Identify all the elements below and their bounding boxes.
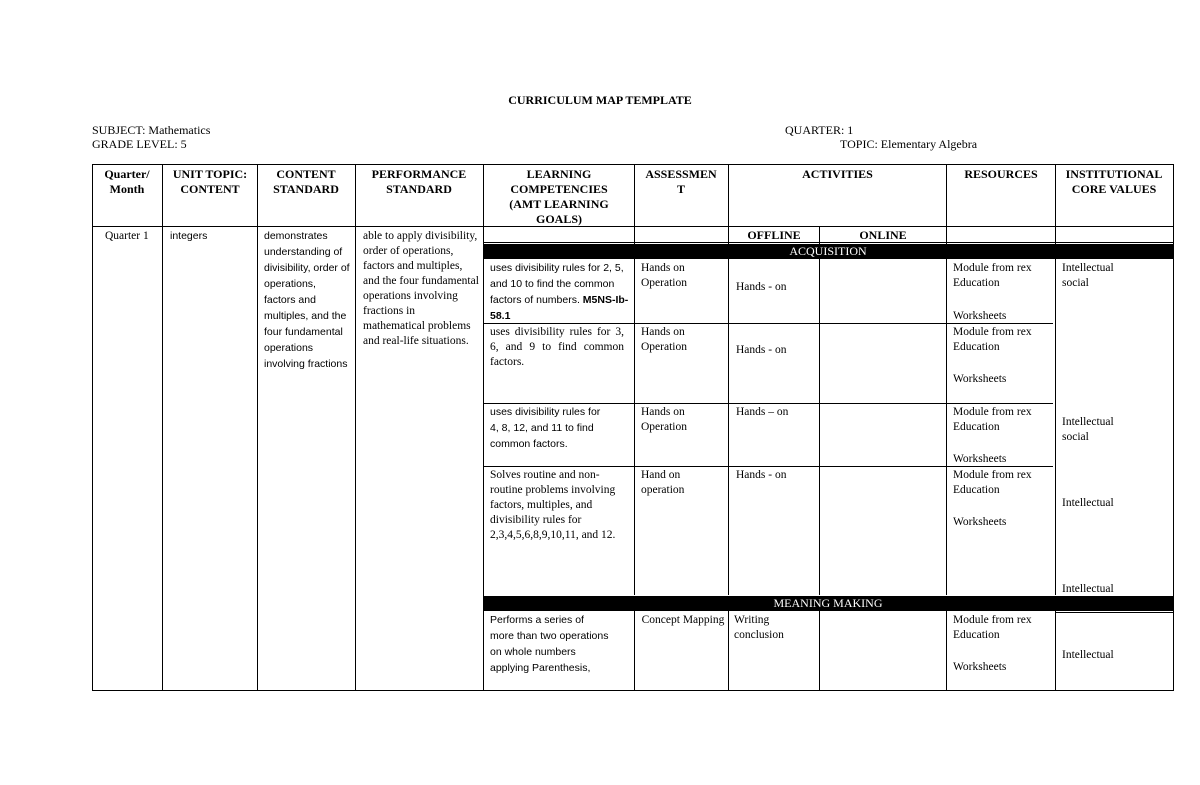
offline-activity-cell: Hands - on: [736, 281, 787, 293]
offline-activity-cell: Writing conclusion: [734, 614, 784, 641]
resource-worksheets-cell: Worksheets: [953, 453, 1007, 465]
page-title: CURRICULUM MAP TEMPLATE: [508, 93, 692, 107]
assessment-cell: Hands on Operation: [641, 406, 687, 433]
competency-cell: uses divisibility rules for 4, 8, 12, and 11 to find common factors.: [490, 406, 601, 450]
core-values-cell: Intellectual: [1062, 649, 1114, 661]
quarter-cell: Quarter 1: [105, 230, 149, 242]
col-unit-topic-header: UNIT TOPIC: CONTENT: [172, 167, 248, 196]
unit-topic-cell: integers: [170, 230, 208, 242]
assessment-cell: Hands on Operation: [641, 262, 687, 289]
col-performance-standard-header: PERFORMANCE STANDARD: [371, 167, 467, 196]
subject-label: SUBJECT: Mathematics: [92, 123, 211, 137]
offline-activity-cell: Hands - on: [736, 469, 787, 481]
core-values-cell: Intellectual social: [1062, 262, 1114, 289]
acquisition-section-bar: ACQUISITION: [483, 244, 1173, 259]
competency-cell: uses divisibility rules for 3, 6, and 9 to find common factors.: [490, 326, 624, 368]
resource-module-cell: Module from rex Education: [953, 614, 1032, 641]
resource-module-cell: Module from rex Education: [953, 469, 1032, 496]
col-quarter-header: Quarter/ Month: [104, 167, 150, 196]
performance-standard-cell: able to apply divisibility, order of operations, factors and multiples, and the four fundamental operations involving fractions in mathematical problems and real-life situations.: [363, 230, 479, 347]
topic-label: TOPIC: Elementary Algebra: [840, 137, 978, 151]
resource-module-cell: Module from rex Education: [953, 326, 1032, 353]
assessment-cell: Hand on operation: [641, 469, 685, 496]
resource-module-cell: Module from rex Education: [953, 406, 1032, 433]
col-core-values-header: INSTITUTIONAL CORE VALUES: [1065, 167, 1163, 196]
offline-subheader: OFFLINE: [747, 228, 801, 242]
grade-level-label: GRADE LEVEL: 5: [92, 137, 187, 151]
col-resources-header: RESOURCES: [964, 167, 1038, 181]
core-values-cell: Intellectual: [1062, 583, 1114, 595]
resource-module-cell: Module from rex Education: [953, 262, 1032, 289]
quarter-label: QUARTER: 1: [785, 123, 854, 137]
competency-code: M5NS-Ib-58.1: [490, 294, 629, 322]
col-learning-competencies-header: LEARNING COMPETENCIES (AMT LEARNING GOALS): [509, 167, 609, 226]
meaning-making-section-bar: MEANING MAKING: [483, 596, 1173, 611]
assessment-cell: Hands on Operation: [641, 326, 687, 353]
resource-worksheets-cell: Worksheets: [953, 661, 1007, 673]
core-values-cell: Intellectual: [1062, 497, 1114, 509]
col-content-standard-header: CONTENT STANDARD: [273, 167, 339, 196]
core-values-cell: Intellectual social: [1062, 416, 1114, 443]
competency-cell: uses divisibility rules for 2, 5, and 10 to find the common factors of numbers. M5NS-Ib-58.1: [490, 262, 629, 322]
resource-worksheets-cell: Worksheets: [953, 516, 1007, 528]
competency-cell: Solves routine and non-routine problems involving factors, multiples, and divisibility rules for 2,3,4,5,6,8,9,10,11, and 12.: [490, 469, 616, 541]
offline-activity-cell: Hands - on: [736, 344, 787, 356]
content-standard-cell: demonstrates understanding of divisibility, order of operations, factors and multiples, and the four fundamental operations involving fractions: [264, 230, 350, 370]
online-subheader: ONLINE: [859, 228, 907, 242]
competency-cell: Performs a series of more than two operations on whole numbers applying Parenthesis,: [490, 614, 609, 674]
col-activities-header: ACTIVITIES: [802, 167, 873, 181]
col-assessment-header: ASSESSMEN T: [645, 167, 717, 196]
assessment-cell: Concept Mapping: [641, 614, 725, 626]
resource-worksheets-cell: Worksheets: [953, 310, 1007, 322]
offline-activity-cell: Hands – on: [736, 406, 789, 418]
resource-worksheets-cell: Worksheets: [953, 373, 1007, 385]
